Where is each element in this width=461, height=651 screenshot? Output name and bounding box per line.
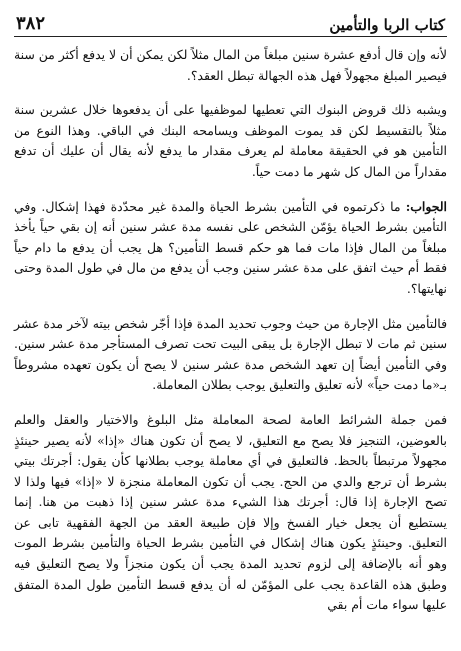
answer-label: الجواب: [405, 198, 447, 214]
answer-text: ما ذكرتموه في التأمين بشرط الحياة والمدة غير محدّدة فهذا إشكال. وفي التأمين بشرط الحياة يؤمّن الشخص على نفسه مدة عشر سنين أنه إن بقي حياً يأخذ مبلغاً من المال فإذا مات فما هو حكم قسط التأمين؟ هل يجب أن يدفع ما دام حياً فقط أم حيث اتفق على مدة عشر سنين وجب أن يدفع من مال في طول المدة وحتى نهايتها؟. [14, 198, 447, 296]
running-header [14, 4, 447, 37]
paragraph-1: لأنه وإن قال أدفع عشرة سنين مبلغاً من المال مثلاً لكن يمكن أن لا يدفع أكثر من سنة فيصير المبلغ مجهولاً فهل هذه الجهالة تبطل العقد؟. [14, 47, 447, 83]
page-number: ٣٨٢ [16, 13, 46, 34]
header-title: كتاب الربا والتأمين [329, 16, 445, 34]
paragraph-answer [14, 197, 447, 300]
page-content [14, 45, 447, 616]
paragraph-5: فمن جملة الشرائط العامة لصحة المعاملة مثل البلوغ والاختيار والعقل والعلم بالعوضين، التنجيز فلا يصح مع التعليق، لا يصح أن تكون هناك «إذا» لأنه يصير حينئذٍ مجهولاً مرتبطاً بالحظ. فالتعليق في أي معاملة يوجب بطلانها كأن يقول: أجرتك بيتي بشرط أن ترجع والدي من الحج. يجب أن تكون المعاملة منجزة لا «إذا» فيها ولذا لا تصح الإجارة إذا قال: أجرتك هذا الشيء مدة عشر سنين إذا ذهبت من هنا. إنما يستطيع أن يجعل خيار الفسخ وإلا فإن طبيعة العقد من الجهة الفقهية تابى عن التعليق. وحينئذٍ يكون هناك إشكال في التأمين بشرط الحياة والتأمين بشرط الموت وهو أنه بالإضافة إلى لزوم تحديد المدة يجب أن يكون منجزاً ولا يصح التعليق فيه وطبق هذه القاعدة يجب على المؤمّن له أن يدفع قسط التأمين طول المدة المتفق عليها سواء مات أم بقي [14, 411, 447, 613]
paragraph-4: فالتأمين مثل الإجارة من حيث وجوب تحديد المدة فإذا أجّر شخص بيته لآخر مدة عشر سنين ثم مات لا تبطل الإجارة بل يبقى البيت تحت تصرف المستأجر مدة عشر سنين. وفي التأمين أيضاً إن تعهد الشخص مدة عشر سنين لا يصح أن يكون تعهده مشروطاً بـ«ما دمت حياً» لأنه تعليق والتعليق يوجب بطلان المعاملة. [14, 315, 447, 393]
paragraph-2: ويشبه ذلك قروض البنوك التي تعطيها لموظفيها على أن يدفعوها خلال عشرين سنة مثلاً بالتقسيط لكن قد يموت الموظف ويسامحه البنك في الباقي. وهذا النوع من التأمين هو في الحقيقة معاملة لم يعرف مقدار ما يدفع لأنه يقال أن عليك أن تدفع مقداراً من المال كل شهر ما دمت حياً. [14, 102, 447, 179]
